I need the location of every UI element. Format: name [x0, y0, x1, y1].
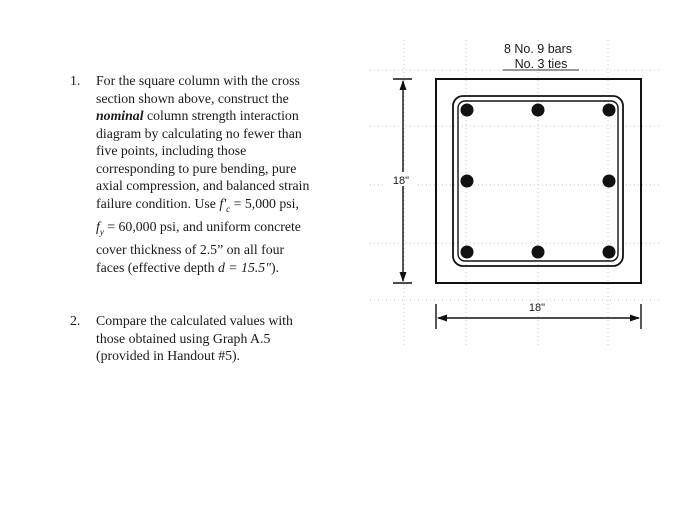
text-run: Compare the calculated values with [96, 313, 293, 328]
dotted-guides [370, 40, 660, 345]
text-run: section shown above, construct the [96, 90, 289, 106]
text-run: For the square column with the cross [96, 73, 300, 88]
text-run: failure condition. Use [96, 195, 220, 211]
text-run: f' [219, 195, 227, 211]
text-run: diagram by calculating no fewer than [96, 125, 302, 141]
rebar [461, 246, 474, 259]
text-run: ). [270, 259, 280, 275]
bars-label: 8 No. 9 bars [503, 42, 573, 56]
ties-label: No. 3 ties [514, 57, 568, 71]
rebar [461, 104, 474, 117]
rebar [532, 104, 545, 117]
text-run: axial compression, and balanced strain [96, 178, 310, 193]
width-dimension-label: 18" [528, 302, 546, 314]
text-run: five points, including those [96, 143, 247, 158]
text-run: y [99, 226, 104, 237]
problem-2-number: 2. [70, 313, 81, 328]
rebar [603, 104, 616, 117]
text-run: = 5,000 psi, [230, 195, 299, 211]
text-run: nominal [96, 108, 144, 123]
rebar [461, 175, 474, 188]
text-run: = 60,000 psi, and uniform concrete [103, 218, 301, 234]
text-run: f [96, 218, 100, 234]
text-run: corresponding to pure bending, pure [96, 160, 297, 176]
rebar [603, 246, 616, 259]
rebar [603, 175, 616, 188]
text-run: faces (effective depth [96, 259, 218, 275]
text-run: column strength interaction [143, 108, 299, 123]
text-run: d = 15.5" [217, 259, 271, 275]
problem-1-number: 1. [70, 73, 81, 88]
text-run: c [226, 203, 231, 214]
text-run: those obtained using Graph A.5 [96, 330, 271, 346]
height-dimension-label: 18" [392, 175, 410, 187]
rebar [532, 246, 545, 259]
text-run: (provided in Handout #5). [96, 348, 241, 363]
text-run: cover thickness of 2.5” on all four [96, 242, 285, 257]
